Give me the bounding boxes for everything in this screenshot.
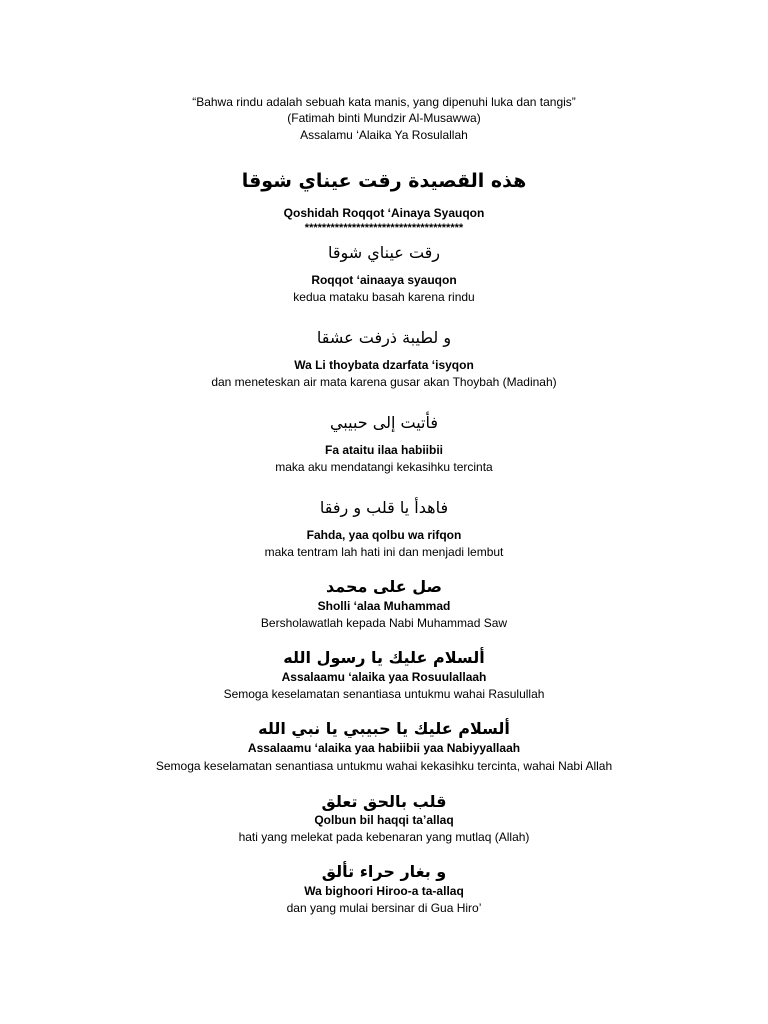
greeting-line: Assalamu ‘Alaika Ya Rosulallah [300, 128, 468, 142]
verse-5-transliteration: Sholli ‘alaa Muhammad [317, 599, 451, 613]
verse-2-translation: dan meneteskan air mata karena gusar akan Thoybah (Madinah) [211, 375, 557, 389]
verse-5-translation: Bersholawatlah kepada Nabi Muhammad Saw [260, 616, 508, 630]
quote-attribution: (Fatimah binti Mundzir Al-Musawwa) [287, 111, 481, 125]
verse-3-transliteration: Fa ataitu ilaa habiibii [324, 443, 444, 457]
verse-4-translation: maka tentram lah hati ini dan menjadi lembut [264, 545, 504, 559]
opening-quote: “Bahwa rindu adalah sebuah kata manis, yang dipenuhi luka dan tangis” [192, 95, 576, 109]
verse-1-arabic: رقت عيناي شوقا [327, 243, 441, 262]
verse-8-arabic: قلب بالحق تعلق [321, 792, 447, 811]
title-transliteration: Qoshidah Roqqot ‘Ainaya Syauqon [283, 206, 485, 220]
verse-6-translation: Semoga keselamatan senantiasa untukmu wahai Rasulullah [223, 687, 545, 701]
verse-6-arabic: ألسلام عليك يا رسول الله [283, 648, 485, 667]
title-divider: ************************************* [304, 222, 464, 234]
verse-9-arabic: و بغار حراء تألق [321, 862, 447, 881]
verse-8-translation: hati yang melekat pada kebenaran yang mutlaq (Allah) [238, 830, 530, 844]
verse-8-transliteration: Qolbun bil haqqi ta’allaq [314, 813, 454, 827]
verse-9-transliteration: Wa bighoori Hiroo-a ta-allaq [304, 884, 464, 898]
verse-7-arabic: ألسلام عليك يا حبيبي يا نبي الله [258, 719, 510, 738]
verse-2-transliteration: Wa Li thoybata dzarfata ‘isyqon [294, 358, 474, 372]
verse-3-translation: maka aku mendatangi kekasihku tercinta [275, 460, 493, 474]
verse-6-transliteration: Assalaamu ‘alaika yaa Rosuulallaah [281, 670, 487, 684]
verse-1-transliteration: Roqqot ‘ainaaya syauqon [311, 273, 457, 287]
verse-7-transliteration: Assalaamu ‘alaika yaa habiibii yaa Nabiyyallaah [247, 741, 521, 755]
title-arabic: هذه القصيدة رقت عيناي شوقا [241, 170, 527, 192]
verse-7-translation: Semoga keselamatan senantiasa untukmu wahai kekasihku tercinta, wahai Nabi Allah [155, 759, 613, 773]
verse-2-arabic: و لطيبة ذرفت عشقا [316, 328, 452, 347]
verse-4-arabic: فاهدأ يا قلب و رفقا [319, 498, 449, 517]
verse-4-transliteration: Fahda, yaa qolbu wa rifqon [306, 528, 462, 542]
verse-1-translation: kedua mataku basah karena rindu [293, 290, 475, 304]
verse-3-arabic: فأتيت إلى حبيبي [329, 413, 439, 432]
verse-9-translation: dan yang mulai bersinar di Gua Hiro’ [286, 901, 482, 915]
verse-5-arabic: صل على محمد [326, 577, 442, 596]
